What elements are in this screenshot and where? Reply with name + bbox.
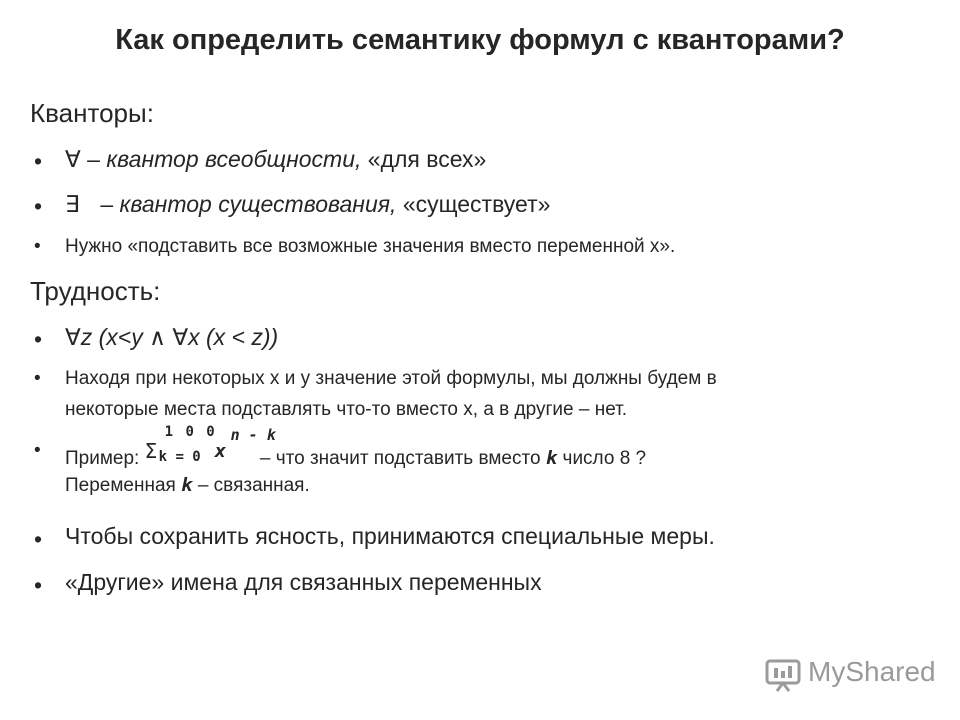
formula-part: z (x<y (80, 324, 150, 350)
forall-gloss: «для всех» (367, 146, 487, 172)
clarity-item: Чтобы сохранить ясность, принимаются специальные меры. (65, 523, 715, 549)
formula (65, 324, 278, 351)
forall-term: квантор всеобщности, (106, 146, 362, 172)
forall-symbol: ∀ (65, 147, 81, 173)
bullet-marker: • (34, 193, 43, 219)
example-line-1 (65, 424, 647, 470)
watermark-text: MyShared (808, 656, 936, 687)
example-text: число 8 ? (557, 448, 647, 469)
sigma-symbol: Σ (144, 439, 158, 463)
variable-k: k (181, 474, 193, 496)
presentation-icon (764, 658, 802, 692)
exists-term: квантор существования, (119, 191, 397, 217)
forall-symbol: ∀ (65, 325, 81, 351)
bullet-marker: • (34, 148, 43, 174)
exists-item (65, 191, 550, 218)
heading-difficulty: Трудность: (30, 276, 161, 306)
forall-item (65, 146, 486, 173)
sum-expression (144, 424, 276, 465)
sum-upper-limit: 1 0 0 (164, 424, 217, 440)
difficulty-line-1: Находя при некоторых x и y значение этой формулы, мы должны будем в (65, 368, 717, 389)
bullet-marker: • (34, 236, 41, 257)
substitute-note: Нужно «подставить все возможные значения вместо переменной x». (65, 236, 676, 257)
example-line-2 (65, 474, 310, 497)
exists-symbol: ∃ (65, 192, 80, 218)
heading-quantifiers: Кванторы: (30, 98, 154, 128)
sum-variable-x: x (214, 440, 227, 462)
example-line2-end: – связанная. (192, 475, 310, 496)
bullet-marker: • (34, 368, 41, 389)
example-line2-text: Переменная (65, 475, 182, 496)
and-symbol: ∧ (149, 325, 166, 351)
slide-title: Как определить семантику формул с кванторами? (115, 24, 845, 56)
bullet-marker: • (34, 440, 41, 461)
exists-gloss: «существует» (402, 191, 551, 217)
exists-dash: – (100, 191, 114, 217)
bullet-marker: • (34, 572, 43, 598)
formula-part: x (x < z)) (188, 324, 279, 350)
variable-k: k (545, 447, 558, 469)
watermark (764, 654, 934, 694)
difficulty-line-2: некоторые места подставлять что-то вместо x, а в другие – нет. (65, 399, 628, 420)
other-names-item: «Другие» имена для связанных переменных (65, 569, 542, 595)
bullet-marker: • (34, 326, 43, 352)
example-text: – что значит подставить вместо (254, 448, 546, 469)
example-label: Пример: (65, 448, 140, 469)
forall-symbol: ∀ (172, 325, 189, 351)
forall-dash: – (87, 146, 100, 172)
sum-exponent: n - k (230, 426, 276, 444)
sum-lower-limit: k = 0 (158, 449, 201, 465)
bullet-marker: • (34, 526, 43, 552)
